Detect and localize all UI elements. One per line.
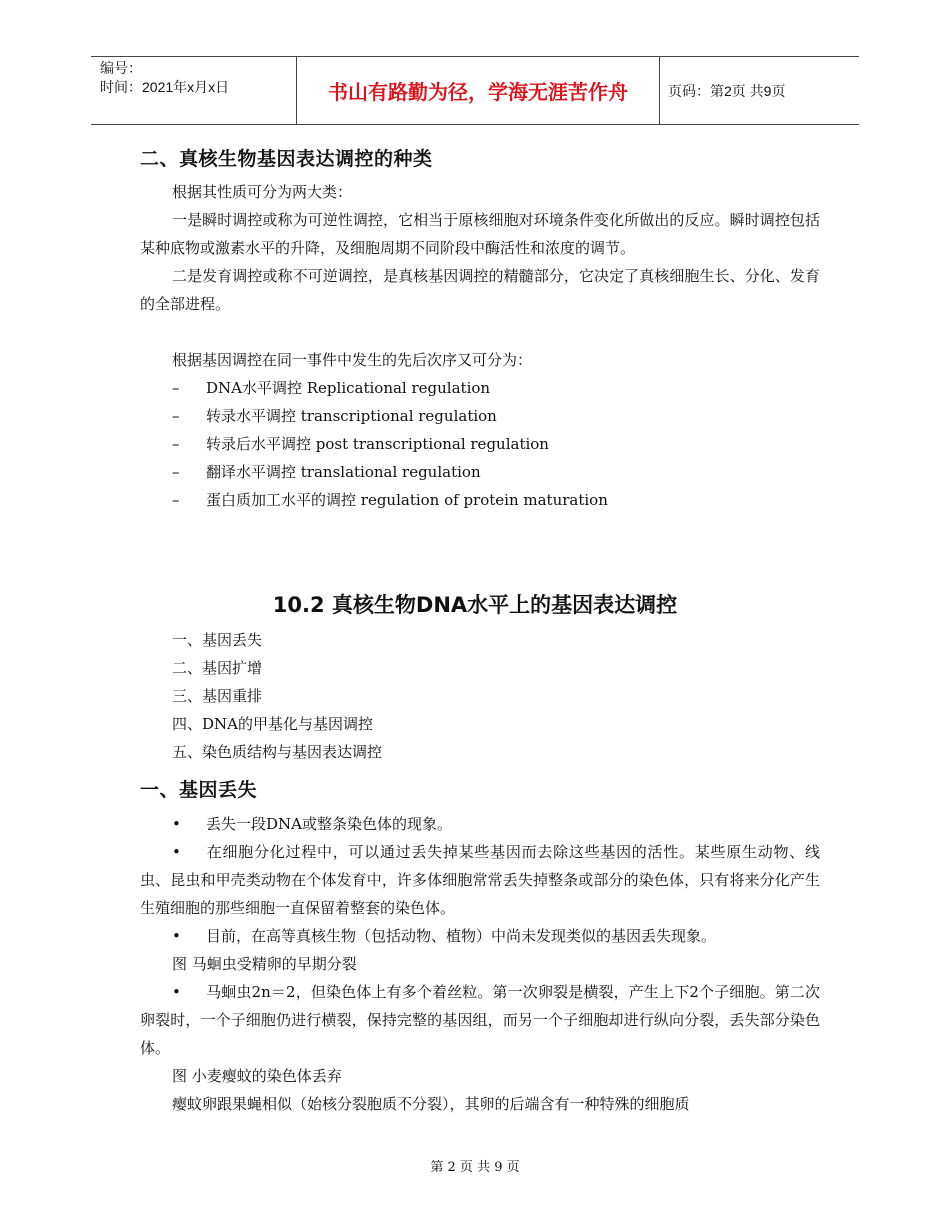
outline-item: 二、基因扩增	[172, 659, 263, 677]
dash-marker: –	[172, 379, 180, 397]
list-item: – 蛋白质加工水平的调控 regulation of protein maturation	[172, 486, 608, 514]
bullet-item: • 马蛔虫2n＝2，但染色体上有多个着丝粒。第一次卵裂是横裂，产生上下2个子细胞。第二次卵裂时，一个子细胞仍进行横裂，保持完整的基因组，而另一个子细胞却进行纵向分裂，丢失部分染色体。	[140, 978, 820, 1062]
list-item: – 转录后水平调控 post transcriptional regulation	[172, 430, 549, 458]
outline-item: 三、基因重排	[172, 687, 263, 705]
figure-caption: 图 马蛔虫受精卵的早期分裂	[172, 955, 357, 973]
outline-item: 四、DNA的甲基化与基因调控	[172, 715, 373, 733]
dash-marker: –	[172, 491, 180, 509]
paragraph: 一是瞬时调控或称为可逆性调控，它相当于原核细胞对环境条件变化所做出的反应。瞬时调控包括某种底物或激素水平的升降，及细胞周期不同阶段中酶活性和浓度的调节。	[140, 211, 820, 257]
paragraph: 根据基因调控在同一事件中发生的先后次序又可分为：	[172, 351, 533, 369]
header-meta	[91, 57, 296, 124]
page-footer: 第 2 页 共 9 页	[430, 1160, 520, 1175]
header-motto: 书山有路勤为径，学海无涯苦作舟	[296, 57, 660, 124]
dash-marker: –	[172, 435, 180, 453]
bullet-marker: •	[172, 983, 181, 1001]
figure-caption: 图 小麦瘿蚊的染色体丢弃	[172, 1067, 342, 1085]
section-heading-kinds: 二、真核生物基因表达调控的种类	[140, 148, 433, 170]
bullet-item: • 在细胞分化过程中，可以通过丢失掉某些基因而去除这些基因的活性。某些原生动物、线虫、昆虫和甲壳类动物在个体发育中，许多体细胞常常丢失掉整条或部分的染色体，只有将来分化产生生殖细胞的那些细胞一直保留着整套的染色体。	[140, 838, 820, 922]
paragraph: 二是发育调控或称不可逆调控，是真核基因调控的精髓部分，它决定了真核细胞生长、分化、发育的全部进程。	[140, 267, 820, 313]
bullet-marker: •	[172, 843, 181, 861]
section-heading-gene-loss: 一、基因丢失	[140, 779, 258, 801]
paragraph: 根据其性质可分为两大类：	[172, 183, 353, 201]
bullet-item: • 目前，在高等真核生物（包括动物、植物）中尚未发现类似的基因丢失现象。	[140, 922, 820, 950]
header-page-info: 页码：第2页 共9页	[668, 82, 786, 99]
bullet-marker: •	[172, 927, 181, 945]
bullet-item: • 丢失一段DNA或整条染色体的现象。	[140, 810, 820, 838]
page-header	[91, 56, 859, 125]
list-item: – 翻译水平调控 translational regulation	[172, 458, 481, 486]
dash-marker: –	[172, 407, 180, 425]
chapter-title: 10.2 真核生物DNA水平上的基因表达调控	[272, 593, 678, 617]
bullet-marker: •	[172, 815, 181, 833]
list-item: – DNA水平调控 Replicational regulation	[172, 374, 490, 402]
id-label: 编号：	[100, 60, 142, 76]
outline-item: 一、基因丢失	[172, 631, 263, 649]
time-label: 时间：2021年x月x日	[100, 79, 230, 95]
paragraph: 瘿蚊卵跟果蝇相似（始核分裂胞质不分裂），其卵的后端含有一种特殊的细胞质	[172, 1095, 690, 1113]
outline-item: 五、染色质结构与基因表达调控	[172, 743, 383, 761]
list-item: – 转录水平调控 transcriptional regulation	[172, 402, 497, 430]
dash-marker: –	[172, 463, 180, 481]
